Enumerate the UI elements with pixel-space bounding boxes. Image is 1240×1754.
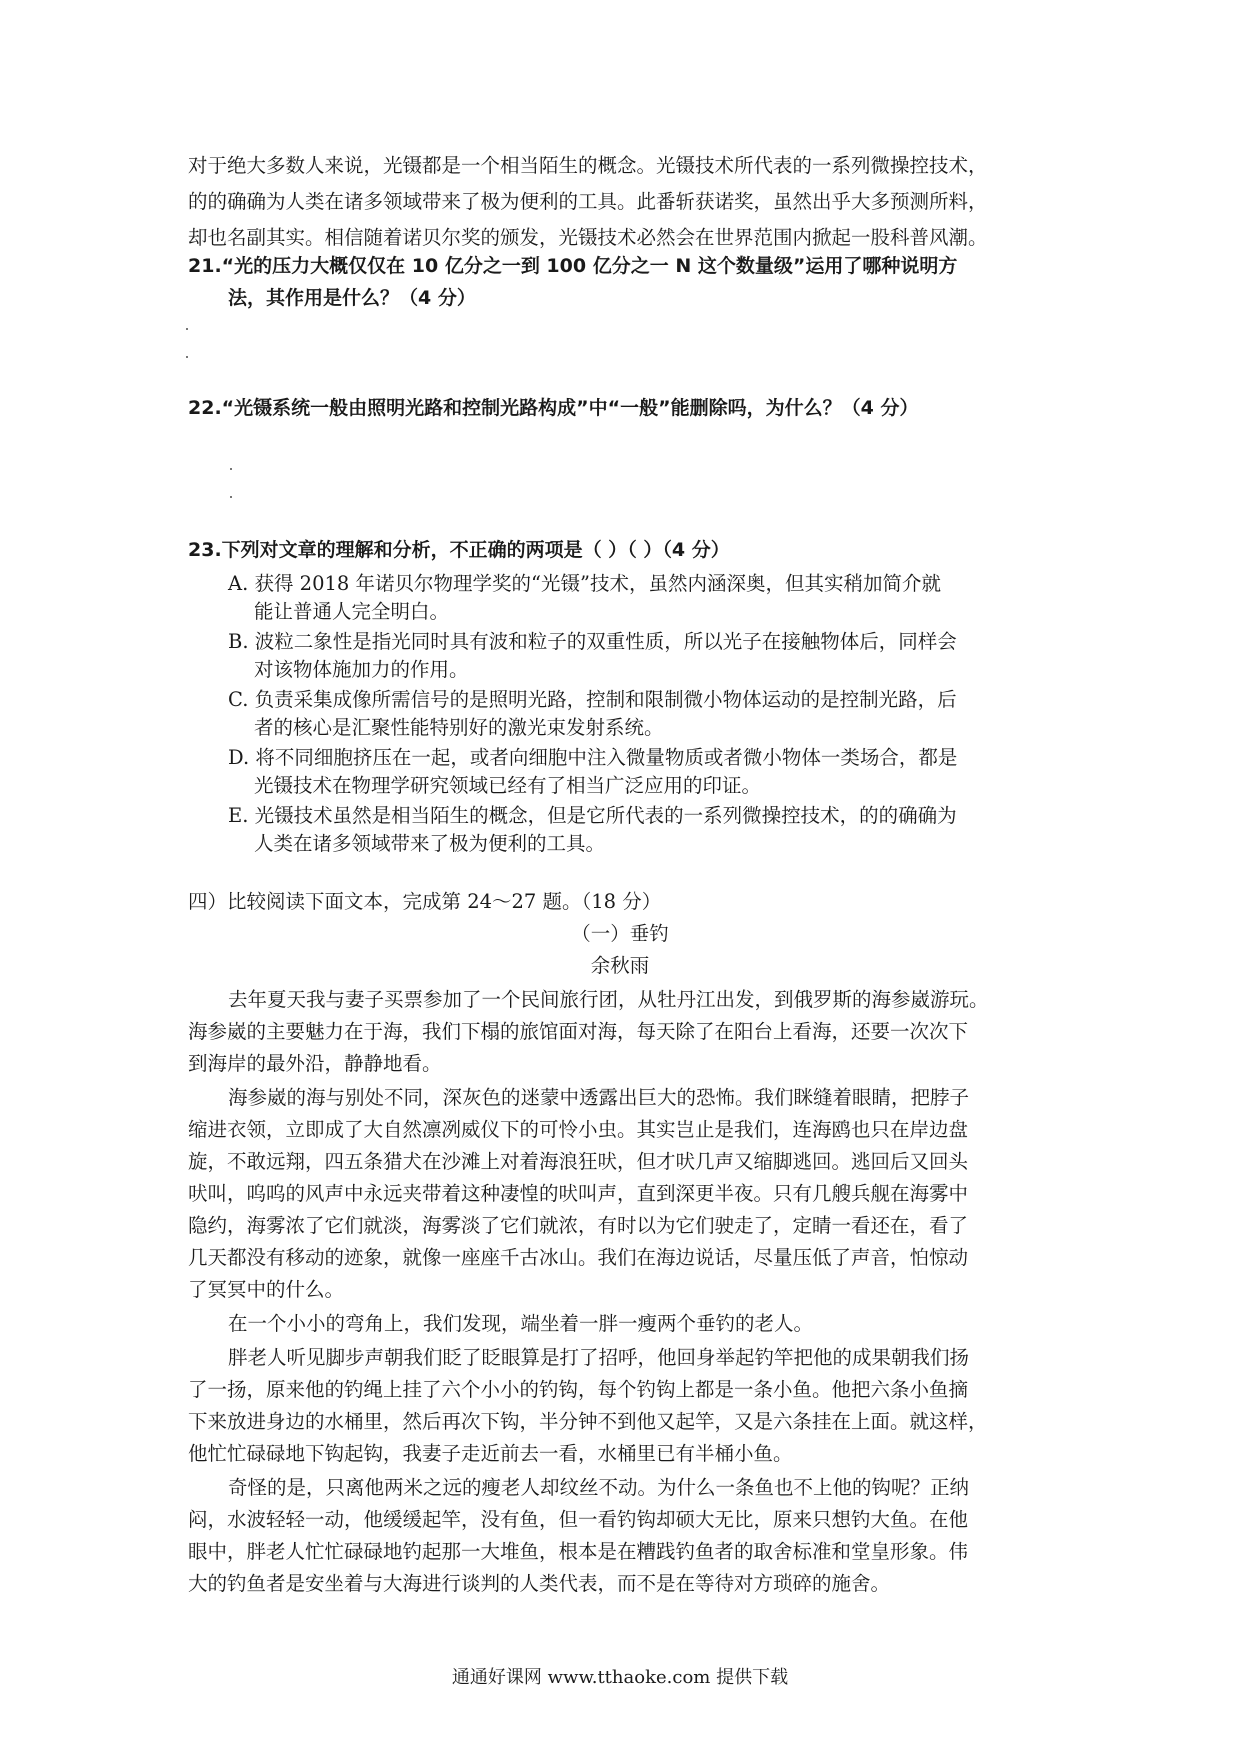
answer-dot <box>186 356 188 358</box>
essay-line: 去年夏天我与妻子买票参加了一个民间旅行团，从牡丹江出发，到俄罗斯的海参崴游玩。 <box>228 988 989 1011</box>
option-a-cont: 能让普通人完全明白。 <box>254 600 450 623</box>
intro-line: 的的确确为人类在诸多领域带来了极为便利的工具。此番斩获诺奖，虽然出乎大多预测所料， <box>188 190 988 213</box>
answer-dot <box>186 328 188 330</box>
option-c: C. 负责采集成像所需信号的是照明光路，控制和限制微小物体运动的是控制光路，后 <box>228 688 957 711</box>
essay-line: 海参崴的主要魅力在于海，我们下榻的旅馆面对海，每天除了在阳台上看海，还要一次次下 <box>188 1020 969 1043</box>
essay-line: 旋，不敢远翔，四五条猎犬在沙滩上对着海浪狂吠，但才吠几声又缩脚逃回。逃回后又回头 <box>188 1150 969 1173</box>
section-heading: 四）比较阅读下面文本，完成第 24～27 题。（18 分） <box>188 890 662 913</box>
essay-line: 了一扬，原来他的钓绳上挂了六个小小的钓钩，每个钓钩上都是一条小鱼。他把六条小鱼摘 <box>188 1378 969 1401</box>
answer-dot <box>230 468 232 470</box>
essay-line: 了冥冥中的什么。 <box>188 1278 345 1301</box>
essay-line: 胖老人听见脚步声朝我们眨了眨眼算是打了招呼，他回身举起钓竿把他的成果朝我们扬 <box>228 1346 970 1369</box>
essay-line: 海参崴的海与别处不同，深灰色的迷蒙中透露出巨大的恐怖。我们眯缝着眼睛，把脖子 <box>228 1086 970 1109</box>
essay-line: 在一个小小的弯角上，我们发现，端坐着一胖一瘦两个垂钓的老人。 <box>228 1312 814 1335</box>
essay-line: 吠叫，呜呜的风声中永远夹带着这种凄惶的吠叫声，直到深更半夜。只有几艘兵舰在海雾中 <box>188 1182 969 1205</box>
essay-line: 闷，水波轻轻一动，他缓缓起竿，没有鱼，但一看钓钩却硕大无比，原来只想钓大鱼。在他 <box>188 1508 969 1531</box>
essay-author: 余秋雨 <box>590 954 650 977</box>
option-e-cont: 人类在诸多领域带来了极为便利的工具。 <box>254 832 606 855</box>
intro-line: 对于绝大多数人来说，光镊都是一个相当陌生的概念。光镊技术所代表的一系列微操控技术， <box>188 154 988 177</box>
essay-line: 眼中，胖老人忙忙碌碌地钓起那一大堆鱼，根本是在糟践钓鱼者的取舍标准和堂皇形象。伟 <box>188 1540 969 1563</box>
essay-line: 缩进衣领，立即成了大自然凛冽威仪下的可怜小虫。其实岂止是我们，连海鸥也只在岸边盘 <box>188 1118 969 1141</box>
essay-line: 隐约，海雾浓了它们就淡，海雾淡了它们就浓，有时以为它们驶走了，定睛一看还在，看了 <box>188 1214 969 1237</box>
essay-line: 下来放进身边的水桶里，然后再次下钩，半分钟不到他又起竿，又是六条挂在上面。就这样， <box>188 1410 988 1433</box>
question-21-cont: 法，其作用是什么？（4 分） <box>228 287 476 309</box>
question-22: 22.“光镊系统一般由照明光路和控制光路构成”中“一般”能删除吗，为什么？（4 分） <box>188 397 919 419</box>
answer-dot <box>230 496 232 498</box>
essay-line: 奇怪的是，只离他两米之远的瘦老人却纹丝不动。为什么一条鱼也不上他的钩呢？正纳 <box>228 1476 970 1499</box>
question-21: 21.“光的压力大概仅仅在 10 亿分之一到 100 亿分之一 N 这个数量级”运用了哪种说明方 <box>188 255 958 277</box>
essay-line: 大的钓鱼者是安坐着与大海进行谈判的人类代表，而不是在等待对方琐碎的施舍。 <box>188 1572 891 1595</box>
page-footer: 通通好课网 www.tthaoke.com 提供下载 <box>451 1667 789 1688</box>
option-b-cont: 对该物体施加力的作用。 <box>254 658 469 681</box>
option-d: D. 将不同细胞挤压在一起，或者向细胞中注入微量物质或者微小物体一类场合，都是 <box>228 746 958 769</box>
essay-line: 他忙忙碌碌地下钩起钩，我妻子走近前去一看，水桶里已有半桶小鱼。 <box>188 1442 793 1465</box>
option-e: E. 光镊技术虽然是相当陌生的概念，但是它所代表的一系列微操控技术，的的确确为 <box>228 804 957 827</box>
question-23: 23.下列对文章的理解和分析，不正确的两项是（ ）（ ）（4 分） <box>188 539 730 561</box>
option-a: A. 获得 2018 年诺贝尔物理学奖的“光镊”技术，虽然内涵深奥，但其实稍加简介就 <box>228 572 941 595</box>
essay-line: 几天都没有移动的迹象，就像一座座千古冰山。我们在海边说话，尽量压低了声音，怕惊动 <box>188 1246 969 1269</box>
intro-line: 却也名副其实。相信随着诺贝尔奖的颁发，光镊技术必然会在世界范围内掀起一股科普风潮。 <box>188 226 988 249</box>
essay-title: （一）垂钓 <box>571 922 669 945</box>
option-b: B. 波粒二象性是指光同时具有波和粒子的双重性质，所以光子在接触物体后，同样会 <box>228 630 957 653</box>
option-c-cont: 者的核心是汇聚性能特别好的激光束发射系统。 <box>254 716 664 739</box>
option-d-cont: 光镊技术在物理学研究领域已经有了相当广泛应用的印证。 <box>254 774 762 797</box>
essay-line: 到海岸的最外沿，静静地看。 <box>188 1052 442 1075</box>
